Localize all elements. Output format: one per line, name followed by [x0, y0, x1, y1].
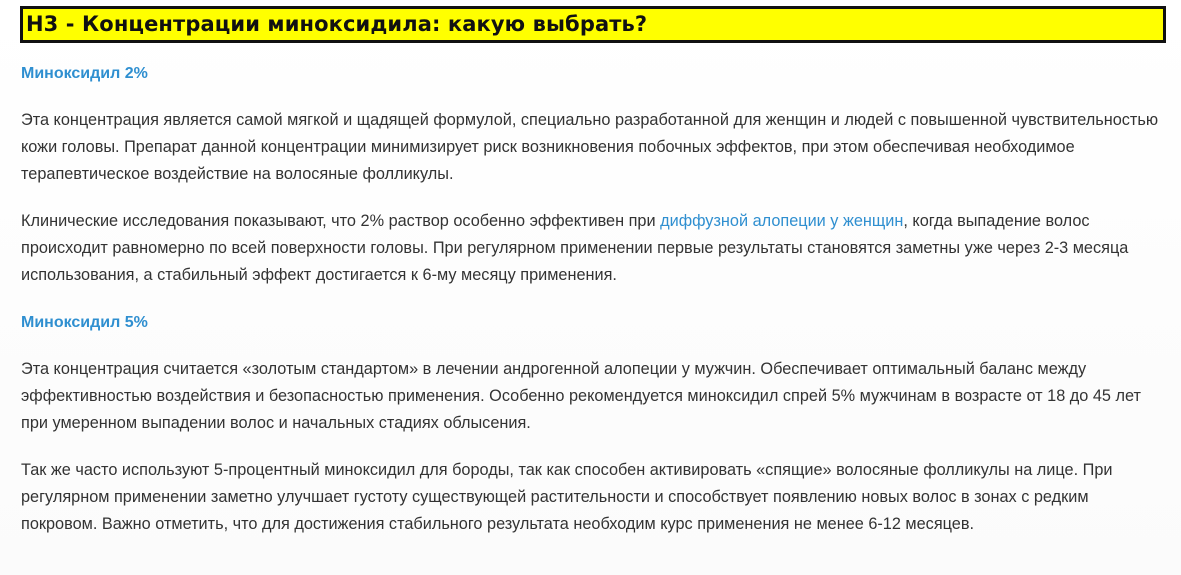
- subheading-minoxidil-2: Миноксидил 2%: [21, 65, 148, 82]
- subheading-minoxidil-5: Миноксидил 5%: [21, 314, 148, 331]
- paragraph-text-before-link: Клинические исследования показывают, что 2% раствор особенно эффективен при: [21, 212, 661, 230]
- paragraph-5-percent-beard: Так же часто используют 5-процентный миноксидил для бороды, так как способен активировать «спящие» волосяные фолликулы на лице. При регулярном применении заметно улучшает густоту существующей растительности и способствует появлению новых волос в зонах с редким покровом. Важно отметить, что для достижения стабильного результата необходим курс применения не менее 6-12 месяцев.: [21, 461, 1113, 533]
- paragraph-2-percent-description: Эта концентрация является самой мягкой и щадящей формулой, специально разработанной для женщин и людей с повышенной чувствительностью кожи головы. Препарат данной концентрации минимизирует риск возникновения побочных эффектов, при этом обеспечивая необходимое терапевтическое воздействие на волосяные фолликулы.: [21, 111, 1159, 183]
- heading-highlight-box: [20, 6, 1166, 43]
- link-diffuse-alopecia-women[interactable]: диффузной алопеции у женщин: [660, 212, 904, 230]
- paragraph-5-percent-description: Эта концентрация считается «золотым стандартом» в лечении андрогенной алопеции у мужчин. Обеспечивает оптимальный баланс между эффективностью воздействия и безопасностью применения. Особенно рекомендуется миноксидил спрей 5% мужчинам в возрасте от 18 до 45 лет при умеренном выпадении волос и начальных стадиях облысения.: [21, 360, 1141, 432]
- paragraph-text-after-link: , когда выпадение волос происходит равномерно по всей поверхности головы. При регулярном применении первые результаты становятся заметны уже через 2-3 месяца использования, а стабильный эффект достигается к 6-му месяцу применения.: [21, 212, 1129, 284]
- section-heading: H3 - Концентрации миноксидила: какую выбрать?: [26, 12, 648, 36]
- paragraph-2-percent-clinical: [21, 208, 1166, 289]
